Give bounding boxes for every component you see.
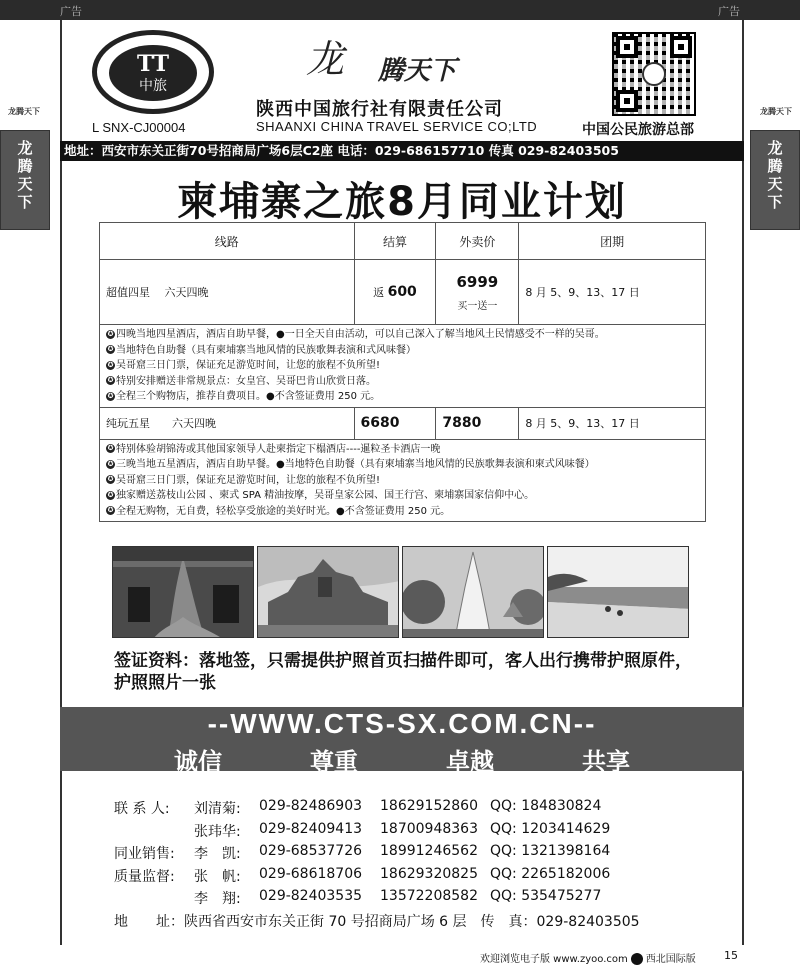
stupa-photo [402,546,544,638]
top-ad-strip [0,0,800,20]
contact-address-row [114,911,714,934]
contact-address: 地 址：陕西省西安市东关正街 70 号招商局广场 6 层 传 真：029-82403505 [114,913,640,930]
side-tab-right[interactable] [750,130,800,230]
route-cell: 纯玩五星 六天四晚 [100,407,355,439]
ad-tag: 广告 [718,5,740,18]
website-url[interactable]: --WWW.CTS-SX.COM.CN-- [207,708,597,739]
contact-qq: QQ: 1203414629 [490,820,611,837]
brand-logo [306,28,486,90]
footer-text[interactable]: 欢迎浏览电子版 www.zyoo.com [480,954,628,965]
contact-qq: QQ: 184830824 [490,798,602,814]
column-header: 外卖价 [436,223,519,260]
logo-sub: 中旅 [139,78,167,94]
address-bar: 地址：西安市东关正街70号招商局广场6层C2座 电话：029-686157710 传真 029-82403505 [60,141,744,161]
contact-qq: QQ: 535475277 [490,888,602,904]
contact-row [114,866,714,889]
qr-caption: 中国公民旅游总部 [582,122,694,138]
value-item: 尊重 [310,748,358,776]
contact-row [114,843,714,866]
price-value: 7880 [442,415,482,431]
contact-qq: QQ: 1321398164 [490,843,611,859]
bayon-temple-photo [257,546,399,638]
side-mini-brand: 龙腾天下 [760,107,792,116]
price-cell [436,407,519,439]
contact-qq: QQ: 2265182006 [490,865,611,882]
company-logo [92,30,214,114]
contact-row [114,798,714,821]
contact-tel: 029-82409413 [259,820,363,837]
settle-value: 600 [387,284,417,300]
settle-value: 6680 [360,415,400,431]
page-footer [480,950,696,965]
column-header: 线路 [100,223,355,260]
contact-row [114,888,714,911]
column-header: 结算 [354,223,436,260]
note-item: ✪ 吴哥窟三日门票，保证充足游览时间，让您的旅程不负所望! [107,474,381,486]
contact-label: 同业销售: [114,846,175,862]
contact-name: 李 凯: [194,846,241,862]
bullet-icon: ✪ [107,391,114,400]
dates-cell: 8 月 5、9、13、17 日 [519,260,706,325]
bullet-icon: ✪ [107,506,114,514]
value-item: 共享 [582,748,630,776]
side-char: 腾 [767,157,783,175]
dragon-icon: 龙 [306,37,345,81]
price-note: 买一送一 [457,300,498,312]
qr-code-icon [612,32,696,116]
ad-tag: 广告 [60,5,82,18]
column-header: 团期 [519,223,706,260]
website-band [60,707,744,776]
contact-tel: 029-68537726 [259,843,363,859]
note-item: ✪ 吴哥窟三日门票，保证充足游览时间，让您的旅程不负所望! [107,360,381,371]
contact-row [114,821,714,844]
bullet-icon: ✪ [107,444,114,452]
publication-logo-icon [631,953,643,965]
side-char: 龙 [17,139,33,157]
note-item: ✪ 四晚当地四星酒店，酒店自助早餐，●一日全天自由活动，可以自己深入了解当地风土民情感受不一样的吴哥。 [107,329,605,340]
side-char: 腾 [17,157,33,175]
side-mini-brand: 龙腾天下 [8,107,40,116]
contact-mobile: 18629152860 [380,798,478,814]
logo-mark: TT [137,51,169,77]
contact-name: 刘清菊: [194,801,241,817]
note-item: ✪ 特别安排赠送非常规景点：女皇宫、吴哥巴肯山欣赏日落。 [107,375,376,387]
side-char: 天 [17,175,33,193]
note-item: ✪ 全程三个购物店，推荐自费项目。●不含签证费用 250 元。 [107,391,381,402]
photo-strip [112,546,688,638]
value-item: 诚信 [174,748,222,776]
company-values [60,742,744,777]
settle-cell [354,260,436,325]
contact-list [114,798,714,933]
page-number: 15 [724,949,738,962]
note-item: ✪ 当地特色自助餐（具有柬埔寨当地风情的民族歌舞表演和式风味餐） [107,344,416,356]
table-notes-row [100,439,706,522]
price-cell [436,260,519,325]
contact-mobile: 18700948363 [380,820,478,837]
bullet-icon: ✪ [107,475,114,483]
dates-cell: 8 月 5、9、13、17 日 [519,407,706,439]
note-item: ✪ 独家赠送荔枝山公园 、柬式 SPA 精油按摩，吴哥皇家公园、国王行宫、柬埔寨国家信仰中心。 [107,490,535,501]
settle-cell [354,407,436,439]
note-item: ✪ 三晚当地五星酒店，酒店自助早餐。●当地特色自助餐（具有柬埔寨当地风情的民族歌舞表演和柬式风味餐） [107,459,595,470]
page-title: 柬埔寨之旅8月同业计划 [177,179,627,225]
contact-name: 李 翔: [194,891,241,907]
contact-name: 张 帆: [194,868,241,885]
brand-text: 腾天下 [378,56,457,86]
price-value: 6999 [456,272,499,291]
contact-name: 张玮华: [194,823,241,840]
side-char: 下 [767,193,783,211]
bullet-icon: ✪ [107,329,114,338]
settle-prefix: 返 [373,286,385,299]
visa-info: 签证资料：落地签，只需提供护照首页扫描件即可，客人出行携带护照原件，护照照片一张 [114,651,692,693]
contact-label: 联 系 人: [114,801,170,817]
tour-plan-table [99,222,706,522]
company-name-cn: 陕西中国旅行社有限责任公司 [256,99,503,120]
footer-section: 西北国际版 [645,954,696,965]
company-name-en: SHAANXI CHINA TRAVEL SERVICE CO;LTD [256,119,538,134]
temple-ruins-photo [112,546,254,638]
bullet-icon: ✪ [107,459,114,468]
table-notes-row [100,325,706,408]
side-char: 天 [767,175,783,193]
bullet-icon: ✪ [107,345,114,353]
product-notes [100,439,706,522]
contact-tel: 029-68618706 [259,865,363,882]
side-tab-left[interactable] [0,130,50,230]
table-row [100,260,706,325]
license-number: L SNX-CJ00004 [92,120,186,135]
bullet-icon: ✪ [107,376,114,384]
contact-mobile: 18991246562 [380,843,478,859]
table-row [100,407,706,439]
contact-tel: 029-82403535 [259,888,363,904]
contact-mobile: 13572208582 [380,888,478,904]
side-char: 龙 [767,139,783,157]
note-item: ✪ 特别体验胡锦涛或其他国家领导人赴柬指定下榻酒店----暹粒圣卡酒店一晚 [107,443,441,455]
contact-mobile: 18629320825 [380,865,478,882]
contact-tel: 029-82486903 [259,798,363,814]
side-char: 下 [17,193,33,211]
contact-label: 质量监督: [114,868,175,885]
product-notes [100,325,706,408]
note-item: ✪ 全程无购物，无自费，轻松享受旅途的美好时光。●不含签证费用 250 元。 [107,505,451,517]
route-cell: 超值四星 六天四晚 [100,260,355,325]
value-item: 卓越 [446,748,494,776]
bullet-icon: ✪ [107,360,114,369]
table-header-row [100,223,706,260]
beach-photo [547,546,689,638]
bullet-icon: ✪ [107,490,114,499]
